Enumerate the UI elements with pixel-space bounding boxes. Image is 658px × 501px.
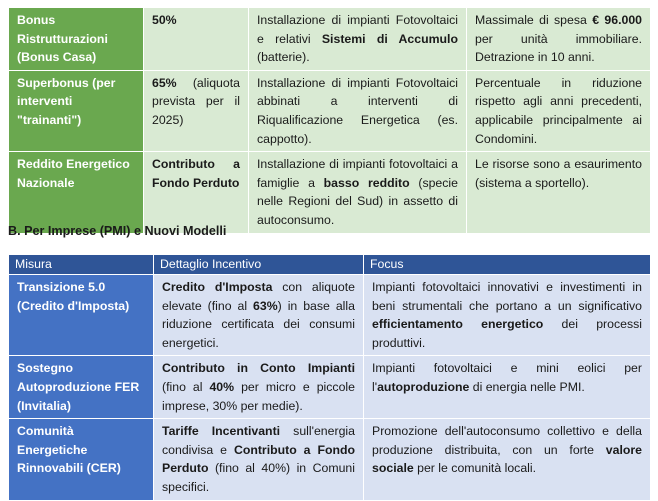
note-text: Massimale di spesa xyxy=(475,13,593,27)
cell-text: dei processi produttivi. xyxy=(372,317,642,350)
table-row xyxy=(9,8,651,71)
install-bold: Sistemi di Accumulo xyxy=(321,31,458,46)
note-cell xyxy=(467,152,651,233)
cell-text: (fino al xyxy=(162,379,210,394)
note-cell xyxy=(467,8,651,71)
install-cell xyxy=(249,70,467,151)
bold-text: 63% xyxy=(253,298,278,313)
cell-text: Promozione dell'autoconsumo collettivo e della produzione distribuita, con un forte xyxy=(372,424,642,457)
cell-text: (fino al 40%) in Comuni specifici. xyxy=(162,461,355,494)
cell-text: per le comunità locali. xyxy=(413,461,537,476)
measure-label: Bonus Ristrutturazioni (Bonus Casa) xyxy=(9,8,144,71)
column-header-focus: Focus xyxy=(364,255,651,275)
rate-cell xyxy=(144,152,249,233)
cell-text: con aliquote elevate (fino al xyxy=(162,280,355,313)
focus-cell xyxy=(364,275,651,356)
rate-bold: 65% xyxy=(152,75,177,90)
detail-cell xyxy=(154,419,364,500)
rate-bold: Contributo a Fondo Perduto xyxy=(152,157,240,190)
bold-text: efficientamento energetico xyxy=(372,317,544,332)
table-row xyxy=(9,70,651,151)
bold-text: Credito d'Imposta xyxy=(162,280,273,294)
cell-text: Impianti fotovoltaici e mini eolici per l' xyxy=(372,361,642,394)
measure-label: Superbonus (per interventi "trainanti") xyxy=(9,70,144,151)
rate-cell xyxy=(144,8,249,71)
cell-text: per micro e piccole imprese, 30% per medie). xyxy=(162,379,355,413)
table-row xyxy=(9,356,651,419)
table-row xyxy=(9,152,651,233)
note-text: Percentuale in riduzione rispetto agli anni precedenti, applicabile principalmente ai Condomini. xyxy=(475,75,642,146)
note-cell xyxy=(467,70,651,151)
bold-text: Contributo a Fondo Perduto xyxy=(162,442,355,476)
rate-text: (aliquota prevista per il 2025) xyxy=(152,75,240,127)
bold-text: 40% xyxy=(209,379,235,394)
focus-cell xyxy=(364,356,651,419)
note-bold: € 96.000 xyxy=(592,13,642,27)
detail-cell xyxy=(154,275,364,356)
note-text-end: per unità immobiliare. Detrazione in 10 anni. xyxy=(475,31,642,65)
measure-label: Reddito Energetico Nazionale xyxy=(9,152,144,233)
measure-label: Transizione 5.0 (Credito d'Imposta) xyxy=(9,275,154,356)
install-text: Installazione di impianti fotovoltaici a famiglie a xyxy=(257,157,458,190)
rate-bold: 50% xyxy=(152,13,177,27)
bold-text: Contributo in Conto Impianti xyxy=(162,361,355,376)
rate-cell xyxy=(144,70,249,151)
bold-text: valore sociale xyxy=(372,442,642,476)
measure-label: Comunità Energetiche Rinnovabili (CER) xyxy=(9,419,154,500)
cell-text: Impianti fotovoltaici innovativi e investimenti in beni strumentali che portano a un significativo xyxy=(372,280,642,313)
cell-text: di energia nelle PMI. xyxy=(469,379,585,394)
table-row xyxy=(9,419,651,500)
install-text: Installazione di impianti Fotovoltaici e relativi xyxy=(257,13,458,46)
incentives-table-business xyxy=(8,254,651,501)
bold-text: Tariffe Incentivanti xyxy=(162,424,281,439)
install-cell xyxy=(249,152,467,233)
focus-cell xyxy=(364,419,651,500)
bold-text: autoproduzione xyxy=(377,379,470,394)
incentives-table-households xyxy=(8,7,651,234)
install-text: Installazione di impianti Fotovoltaici abbinati a interventi di Riqualificazione Energetica (es. cappotto). xyxy=(257,75,458,146)
detail-cell xyxy=(154,356,364,419)
install-bold: basso reddito xyxy=(323,175,410,190)
column-header-measure: Misura xyxy=(9,255,154,275)
install-text-end: (specie nelle Regioni del Sud) in assetto di autoconsumo. xyxy=(257,175,458,227)
install-cell xyxy=(249,8,467,71)
section-b-title: B. Per Imprese (PMI) e Nuovi Modelli xyxy=(8,224,227,238)
note-text: Le risorse sono a esaurimento (sistema a sportello). xyxy=(475,157,642,190)
cell-text: ) in base alla riduzione certificata dei consumi energetici. xyxy=(162,298,355,350)
table-row xyxy=(9,275,651,356)
column-header-detail: Dettaglio Incentivo xyxy=(154,255,364,275)
install-text-end: (batterie). xyxy=(257,50,310,65)
measure-label: Sostegno Autoproduzione FER (Invitalia) xyxy=(9,356,154,419)
cell-text: sull'energia condivisa e xyxy=(162,424,355,457)
table-header-row xyxy=(9,255,651,275)
